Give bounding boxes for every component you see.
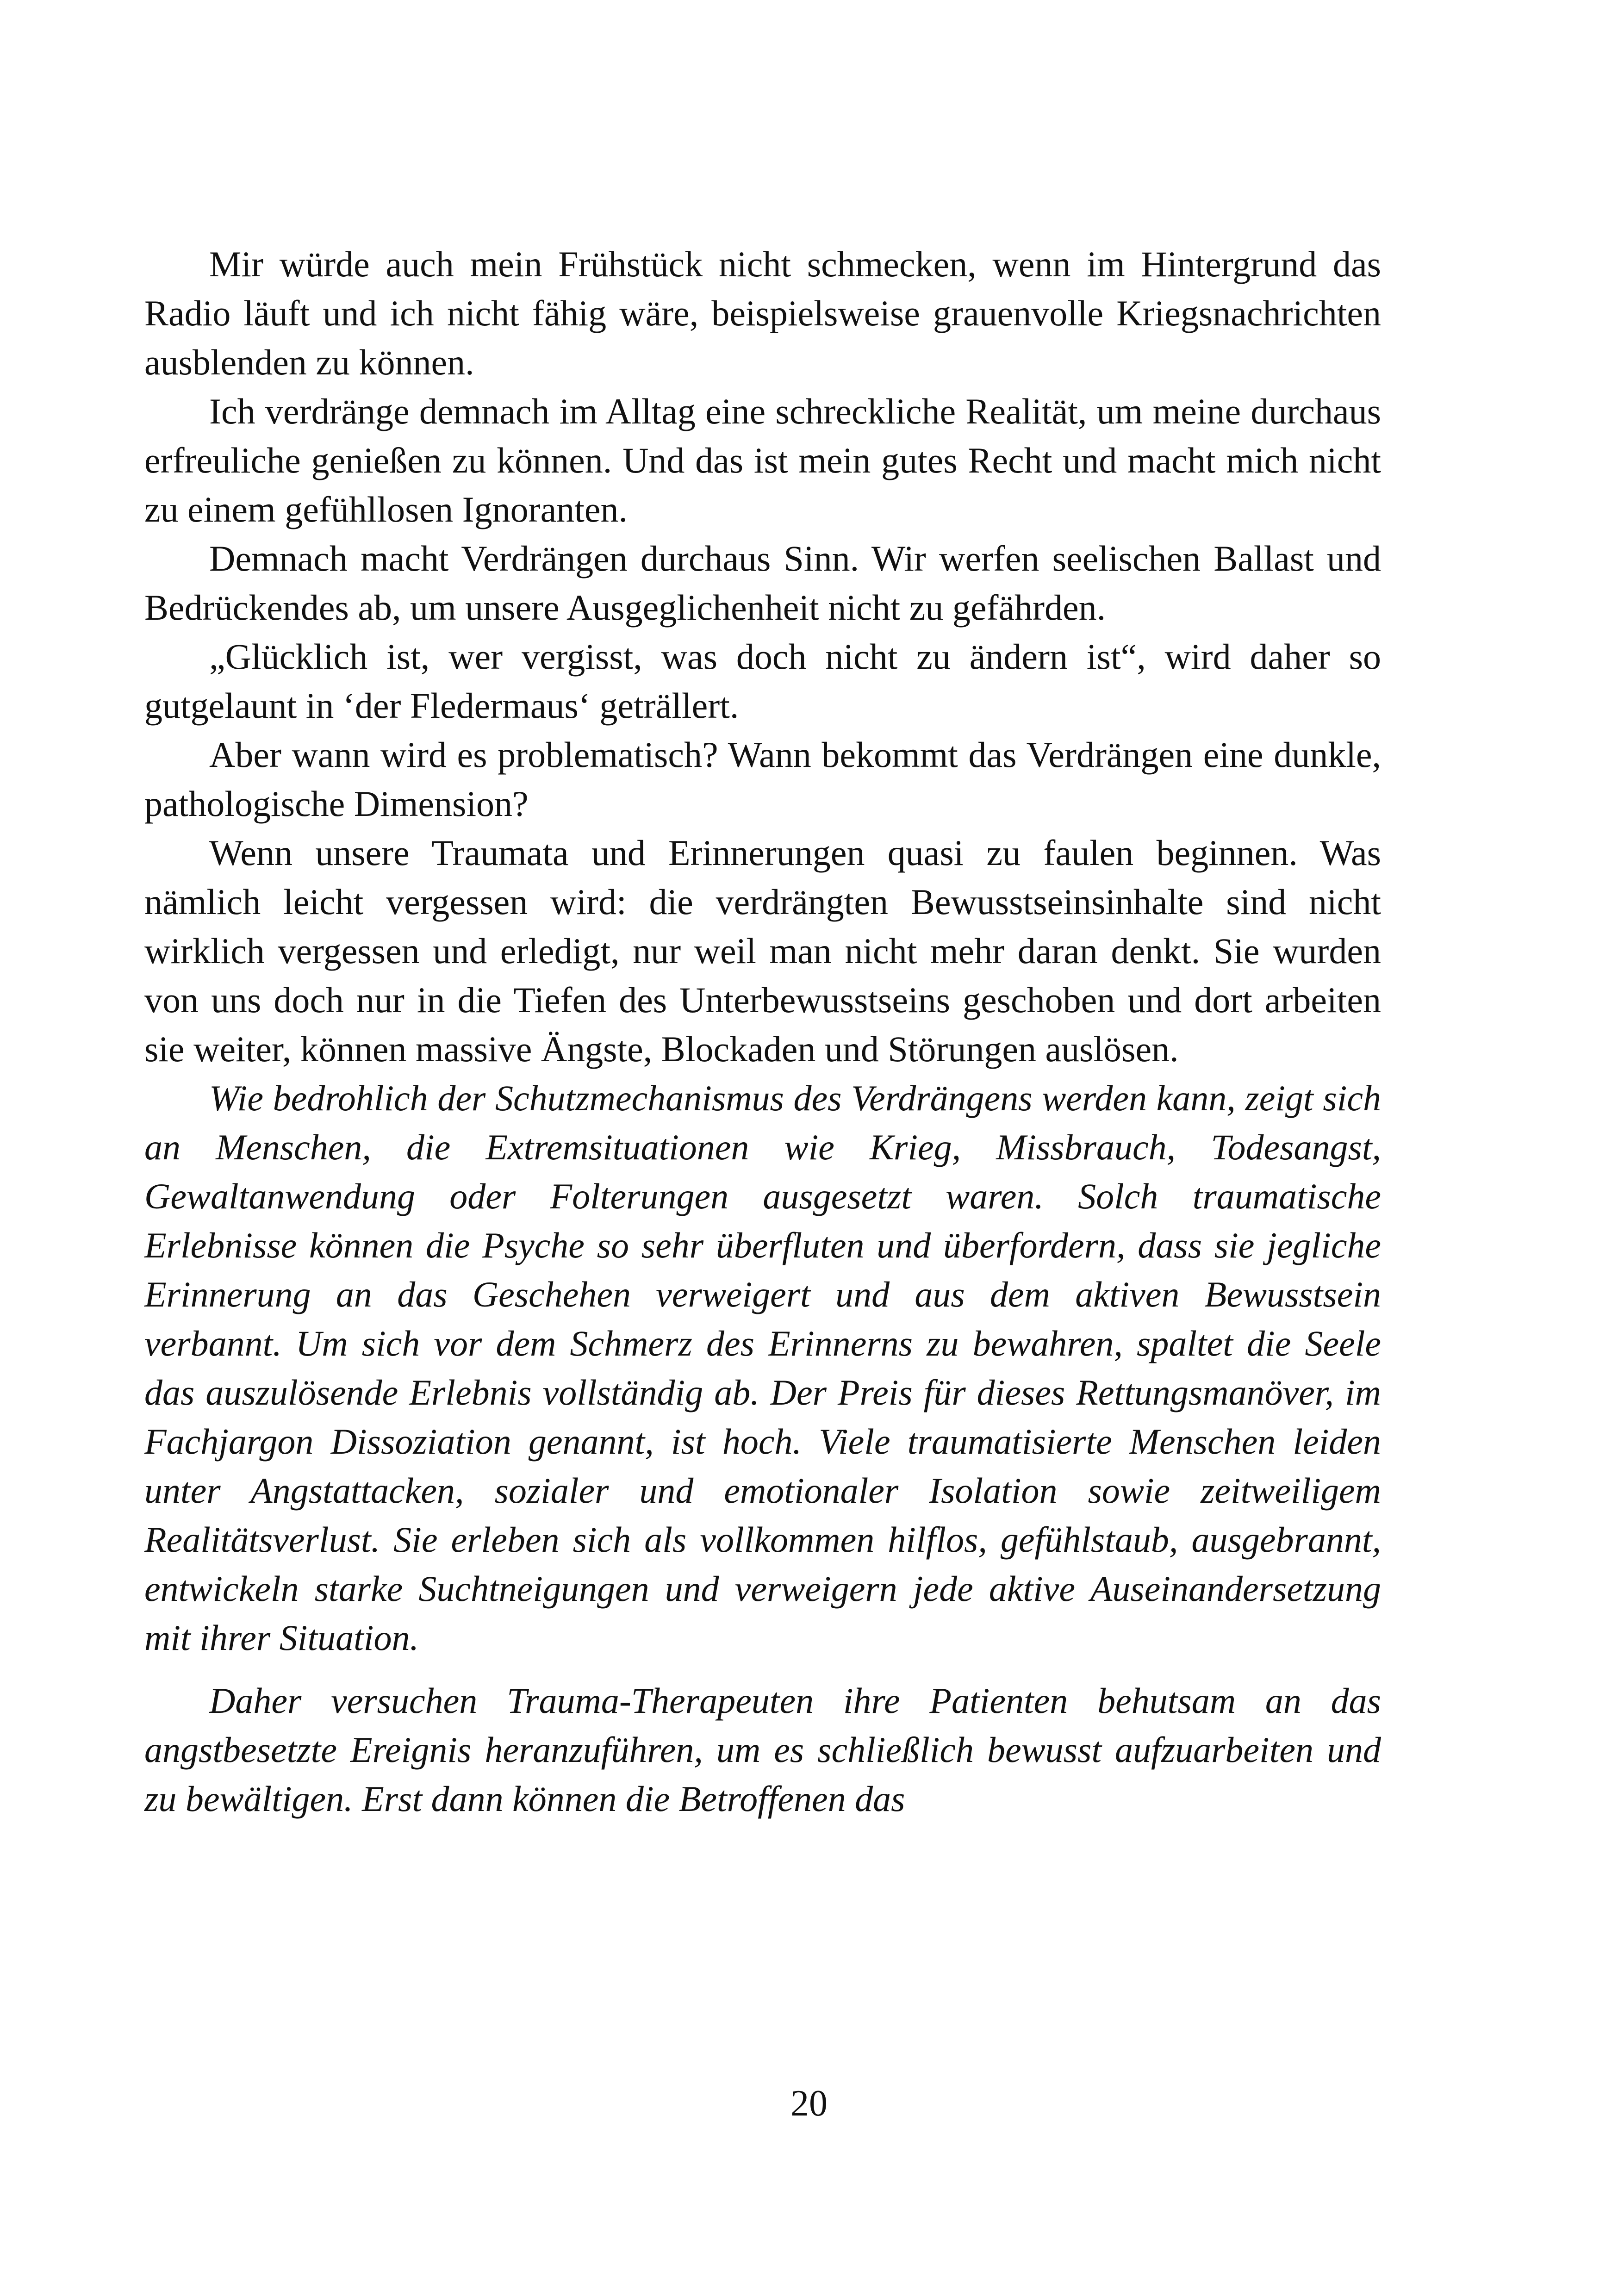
paragraph-3: Demnach macht Verdrängen durchaus Sinn. Wir werfen seelischen Ballast und Bedrückendes ab, um unsere Ausgeglichenheit nicht zu gefährden. xyxy=(144,538,1381,628)
page-number: 20 xyxy=(790,2083,828,2124)
paragraph-2: Ich verdränge demnach im Alltag eine schreckliche Realität, um meine durchaus erfreuliche genießen zu können. Und das ist mein gutes Recht und macht mich nicht zu einem gefühllosen Ignoranten. xyxy=(144,391,1381,529)
paragraph-8-italic: Daher versuchen Trauma-Therapeuten ihre Patienten behutsam an das angstbesetzte Ereignis heranzuführen, um es schließlich bewusst aufzuarbeiten und zu bewältigen. Erst dann können die Betroffenen das xyxy=(144,1680,1381,1819)
body-text xyxy=(144,240,1381,1823)
paragraph-7-italic: Wie bedrohlich der Schutzmechanismus des Verdrängens werden kann, zeigt sich an Menschen, die Extremsituationen wie Krieg, Missbrauch, Todesangst, Gewaltanwendung oder Folterungen ausgesetzt waren. Solch traumatische Erlebnisse können die Psyche so sehr überfluten und überfordern, dass sie jegliche Erinnerung an das Geschehen verweigert und aus dem aktiven Bewusstsein verbannt. Um sich vor dem Schmerz des Erinnerns zu bewahren, spaltet die Seele das auszulösende Erlebnis vollständig ab. Der Preis für dieses Rettungsmanöver, im Fachjargon Dissoziation genannt, ist hoch. Viele traumatisierte Menschen leiden unter Angstattacken, sozialer und emotionaler Isolation sowie zeitweiligem Realitätsverlust. Sie erleben sich als vollkommen hilflos, gefühlstaub, ausgebrannt, entwickeln starke Suchtneigungen und verweigern jede aktive Auseinandersetzung mit ihrer Situation. xyxy=(144,1078,1381,1658)
paragraph-4: „Glücklich ist, wer vergisst, was doch nicht zu ändern ist“, wird daher so gutgelaunt in ‘der Fledermaus‘ geträllert. xyxy=(144,636,1381,726)
paragraph-1: Mir würde auch mein Frühstück nicht schmecken, wenn im Hintergrund das Radio läuft und ich nicht fähig wäre, beispielsweise grauenvolle Kriegsnachrichten ausblenden zu können. xyxy=(144,244,1381,382)
paragraph-6: Wenn unsere Traumata und Erinnerungen quasi zu faulen beginnen. Was nämlich leicht vergessen wird: die verdrängten Bewusstseinsinhalte sind nicht wirklich vergessen und erledigt, nur weil man nicht mehr daran denkt. Sie wurden von uns doch nur in die Tiefen des Unterbewusstseins geschoben und dort arbeiten sie weiter, können massive Ängste, Blockaden und Störungen auslösen. xyxy=(144,833,1381,1069)
paragraph-5: Aber wann wird es problematisch? Wann bekommt das Verdrängen eine dunkle, pathologische Dimension? xyxy=(144,734,1381,824)
